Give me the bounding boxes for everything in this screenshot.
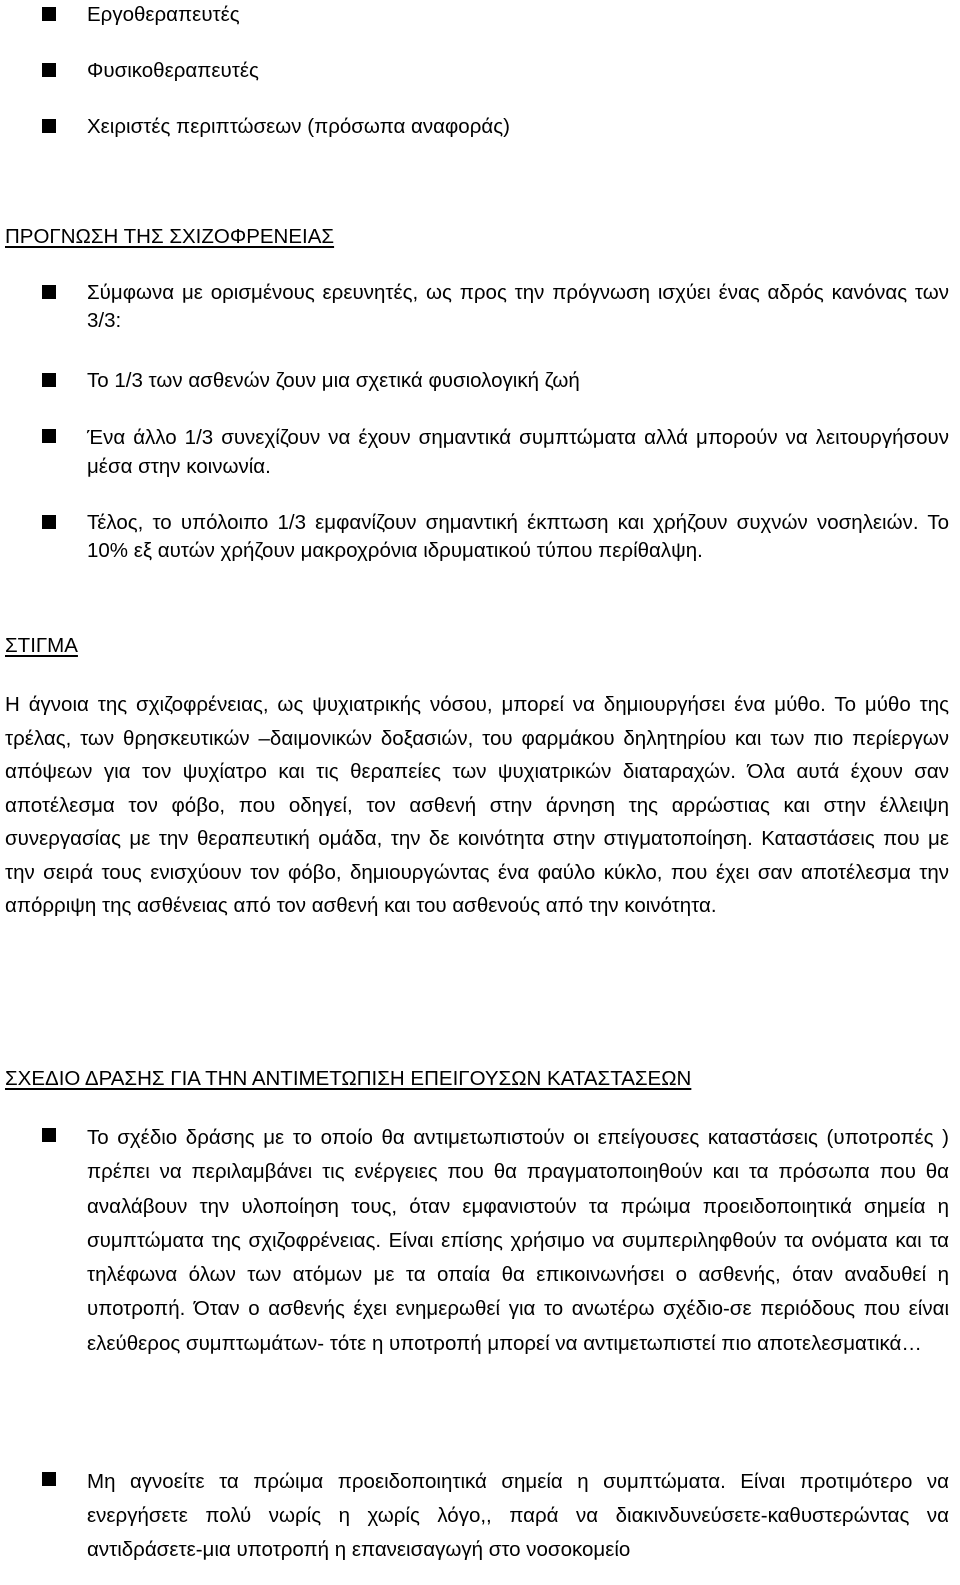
bullet-icon: [42, 119, 56, 133]
bullet-icon: [42, 373, 56, 387]
list-item: Σύμφωνα με ορισμένους ερευνητές, ως προς την πρόγνωση ισχύει ένας αδρός κανόνας των 3/3:: [87, 281, 949, 332]
bullet-icon: [42, 429, 56, 443]
stigma-paragraph: Η άγνοια της σχιζοφρένειας, ως ψυχιατρικής νόσου, μπορεί να δημιουργήσει ένα μύθο. Το μύθο της τρέλας, των θρησκευτικών –δαιμονικών δοξασιών, του φαρμάκου δηλητηρίου και των πιο περίεργων απόψεων για τον ψυχίατρο και τις θεραπείες των ψυχιατρικών διαταραχών. Όλα αυτά έχουν σαν αποτέλεσμα τον φόβο, που οδηγεί, τον ασθενή στην άρνηση της αρρώστιας και στην έλλειψη συνεργασίας με την θεραπευτική ομάδα, την δε κοινότητα στην στιγματοποίηση. Καταστάσεις που με την σειρά τους ενισχύουν τον φόβο, δημιουργώντας ένα φαύλο κύκλο, που έχει σαν αποτέλεσμα την απόρριψη της ασθένειας από τον ασθενή και του ασθενούς από την κοινότητα.: [5, 693, 949, 917]
bullet-icon: [42, 63, 56, 77]
list-item: Ένα άλλο 1/3 συνεχίζουν να έχουν σημαντικά συμπτώματα αλλά μπορούν να λειτουργήσουν μέσα στην κοινωνία.: [87, 426, 949, 478]
list-item: Μη αγνοείτε τα πρώιμα προειδοποιητικά σημεία η συμπτώματα. Είναι προτιμότερο να ενεργήσετε πολύ νωρίς η χωρίς λόγο,, παρά να διακινδυνεύσετε-καθυστερώντας να αντιδράσετε-μια υποτροπή η επανεισαγωγή στο νοσοκομείο: [87, 1470, 949, 1561]
section-heading-action-plan: ΣΧΕΔΙΟ ΔΡΑΣΗΣ ΓΙΑ ΤΗΝ ΑΝΤΙΜΕΤΩΠΙΣΗ ΕΠΕΙΓΟΥΣΩΝ ΚΑΤΑΣΤΑΣΕΩΝ: [5, 1067, 692, 1090]
list-item: Τέλος, το υπόλοιπο 1/3 εμφανίζουν σημαντική έκπτωση και χρήζουν συχνών νοσηλειών. Το 10% εξ αυτών χρήζουν μακροχρόνια ιδρυματικού τύπου περίθαλψη.: [87, 511, 949, 562]
list-item: Εργοθεραπευτές: [87, 3, 240, 26]
section-heading-stigma: ΣΤΙΓΜΑ: [5, 634, 78, 657]
bullet-icon: [42, 515, 56, 529]
bullet-icon: [42, 1472, 56, 1486]
bullet-icon: [42, 1128, 56, 1142]
list-item: Το 1/3 των ασθενών ζουν μια σχετικά φυσιολογική ζωή: [87, 369, 580, 392]
list-item: Φυσικοθεραπευτές: [87, 59, 259, 82]
bullet-icon: [42, 285, 56, 299]
section-heading-prognosis: ΠΡΟΓΝΩΣΗ ΤΗΣ ΣΧΙΖΟΦΡΕΝΕΙΑΣ: [5, 225, 335, 248]
list-item: Χειριστές περιπτώσεων (πρόσωπα αναφοράς): [87, 115, 510, 138]
bullet-icon: [42, 7, 56, 21]
list-item: Το σχέδιο δράσης με το οποίο θα αντιμετωπιστούν οι επείγουσες καταστάσεις (υποτροπές ) πρέπει να περιλαμβάνει τις ενέργειες που θα πραγματοποιηθούν και τα πρόσωπα που θα αναλάβουν την υλοποίηση τους, όταν εμφανιστούν τα πρώιμα προειδοποιητικά σημεία η συμπτώματα της σχιζοφρένειας. Είναι επίσης χρήσιμο να συμπεριληφθούν τα ονόματα και τα τηλέφωνα όλων των ατόμων με τα οπαία θα επικοινωνήσει ο ασθενής, όταν αναδυθεί η υποτροπή. Όταν ο ασθενής έχει ενημερωθεί για το ανωτέρω σχέδιο-σε περιόδους που είναι ελεύθερος συμπτωμάτων- τότε η υποτροπή μπορεί να αντιμετωπιστεί πιο αποτελεσματικά…: [87, 1126, 949, 1355]
